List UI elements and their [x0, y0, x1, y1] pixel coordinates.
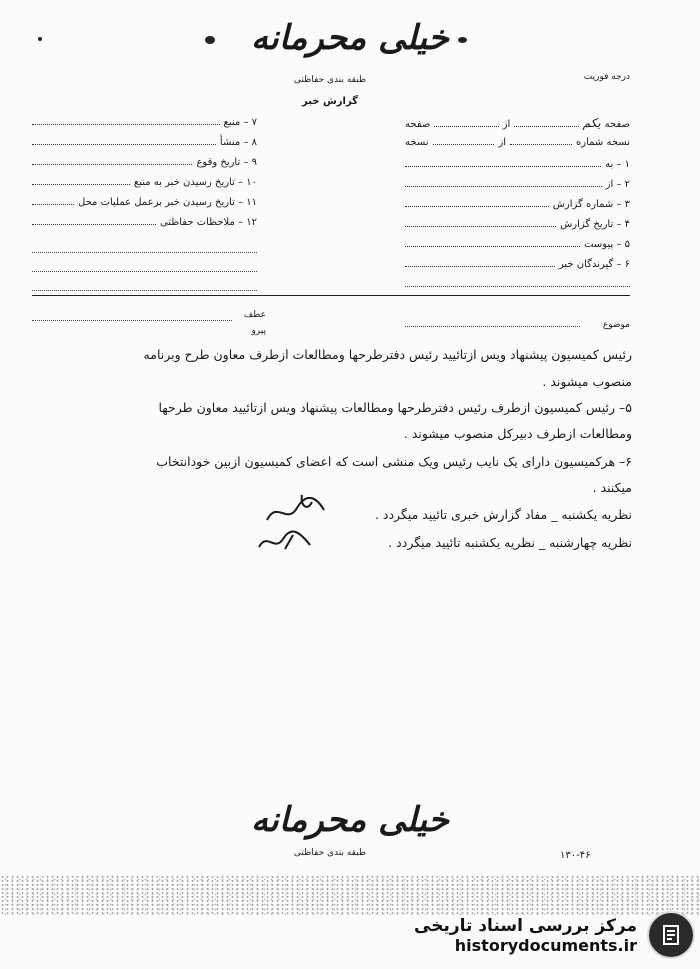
field-dots: [405, 198, 549, 207]
from-field: [405, 178, 630, 198]
right-form-column: [405, 116, 630, 287]
urgency-label: درجه فوریت: [583, 72, 630, 82]
news-to-source-date-field: [32, 176, 257, 196]
source-field: [32, 116, 257, 136]
field-label: صفحه: [604, 119, 630, 130]
followup-label: پیرو: [251, 326, 266, 336]
body-line-2: منصوب میشوند .: [542, 374, 632, 389]
report-title: گزارش خبر: [301, 96, 358, 107]
page-field: [405, 116, 630, 136]
occurrence-date-field: [32, 156, 257, 176]
field-label: ۴ – تاریخ گزارش: [560, 219, 630, 230]
watermark: [410, 905, 695, 965]
copy-number-field: [405, 136, 630, 156]
signature-1: [262, 490, 332, 530]
left-form-column: [32, 116, 257, 291]
ink-speck: [38, 37, 42, 41]
subject-label: موضوع: [602, 320, 630, 330]
report-number-field: [405, 198, 630, 218]
origin-field: [32, 136, 257, 156]
field-dots: [32, 216, 156, 225]
opinion-wednesday: نظریه چهارشنبه _ نظریه یکشنبه تائیید میگردد .: [388, 535, 632, 550]
field-label: ۵ – پیوست: [584, 239, 630, 250]
subject-dots: [405, 326, 580, 327]
attachment-field: [405, 238, 630, 258]
field-dots: [32, 136, 216, 145]
field-dots: [32, 156, 192, 165]
body-line-4: ومطالعات ازطرف دبیرکل منصوب میشوند .: [403, 426, 632, 441]
field-dots: [510, 136, 572, 145]
field-label: ۱۱ – تاریخ رسیدن خبر برعمل عملیات محل: [78, 197, 257, 208]
top-classification-stamp: خیلی محرمانه: [251, 18, 449, 58]
news-to-operations-date-field: [32, 196, 257, 216]
dotted-line: [405, 286, 630, 287]
field-tail: نسخه: [405, 137, 429, 148]
report-date-field: [405, 218, 630, 238]
body-line-3: ۵– رئیس کمیسیون ازطرف رئیس دفترطرحها ومطالعات پیشنهاد ویس ازتائیید معاون طرحها: [158, 400, 632, 415]
field-dots: [405, 218, 556, 227]
field-connector: از: [498, 137, 507, 148]
field-dots: [32, 196, 74, 205]
field-dots: [434, 118, 498, 127]
field-dots: [405, 258, 555, 267]
field-label: ۱۰ – تاریخ رسیدن خبر به منبع: [133, 177, 257, 188]
reference-label: عطف: [243, 310, 266, 320]
field-label: ۷ – منبع: [223, 117, 257, 128]
signature-2: [255, 527, 315, 555]
field-label: نسخه شماره: [576, 137, 630, 148]
field-connector: از: [502, 119, 511, 130]
field-label: ۱ – به: [605, 159, 630, 170]
reference-dots: [32, 320, 232, 321]
dotted-line: [32, 271, 257, 272]
document-code: ۱۳۰-۴۶: [560, 850, 591, 861]
field-label: ۶ – گیرندگان خبر: [558, 259, 630, 270]
field-value: یکم: [582, 116, 601, 130]
field-dots: [405, 158, 601, 167]
ink-speck: [458, 37, 467, 43]
dotted-line: [32, 252, 257, 253]
opinion-sunday: نظریه یکشنبه _ مفاد گزارش خبری تائیید میگردد .: [374, 507, 632, 522]
field-label: ۱۲ – ملاحظات حفاظتی: [159, 217, 257, 228]
field-label: ۲ – از: [605, 179, 630, 190]
watermark-org-name: مرکز بررسی اسناد تاریخی: [414, 915, 637, 936]
form-divider: [32, 295, 630, 296]
bottom-classification-label: طبقه بندی حفاظتی: [293, 848, 367, 858]
body-line-6: میکنند .: [592, 480, 632, 495]
field-dots: [32, 176, 130, 185]
archive-logo-icon: [647, 911, 695, 959]
security-notes-field: [32, 216, 257, 236]
field-label: ۳ – شماره گزارش: [552, 199, 630, 210]
field-dots: [32, 116, 220, 125]
body-line-5: ۶– هرکمیسیون دارای یک نایب رئیس ویک منشی است که اعضای کمیسیون ازبین خودانتخاب: [156, 454, 632, 469]
classification-label: طبقه بندی حفاظتی: [293, 75, 367, 85]
field-label: ۹ – تاریخ وقوع: [196, 157, 257, 168]
recipients-field: [405, 258, 630, 278]
bottom-classification-stamp: خیلی محرمانه: [251, 800, 449, 840]
watermark-url: historydocuments.ir: [454, 935, 637, 955]
field-label: ۸ – منشأ: [219, 137, 257, 148]
field-dots: [433, 136, 495, 145]
field-dots: [514, 118, 578, 127]
to-field: [405, 158, 630, 178]
body-line-1: رئیس کمیسیون پیشنهاد ویس ازتائیید رئیس دفترطرحها ومطالعات ازطرف معاون طرح وبرنامه: [143, 347, 632, 362]
field-dots: [405, 238, 580, 247]
ink-speck: [205, 36, 215, 44]
field-tail: صفحه: [405, 119, 431, 130]
dotted-line: [32, 290, 257, 291]
field-dots: [405, 178, 602, 187]
